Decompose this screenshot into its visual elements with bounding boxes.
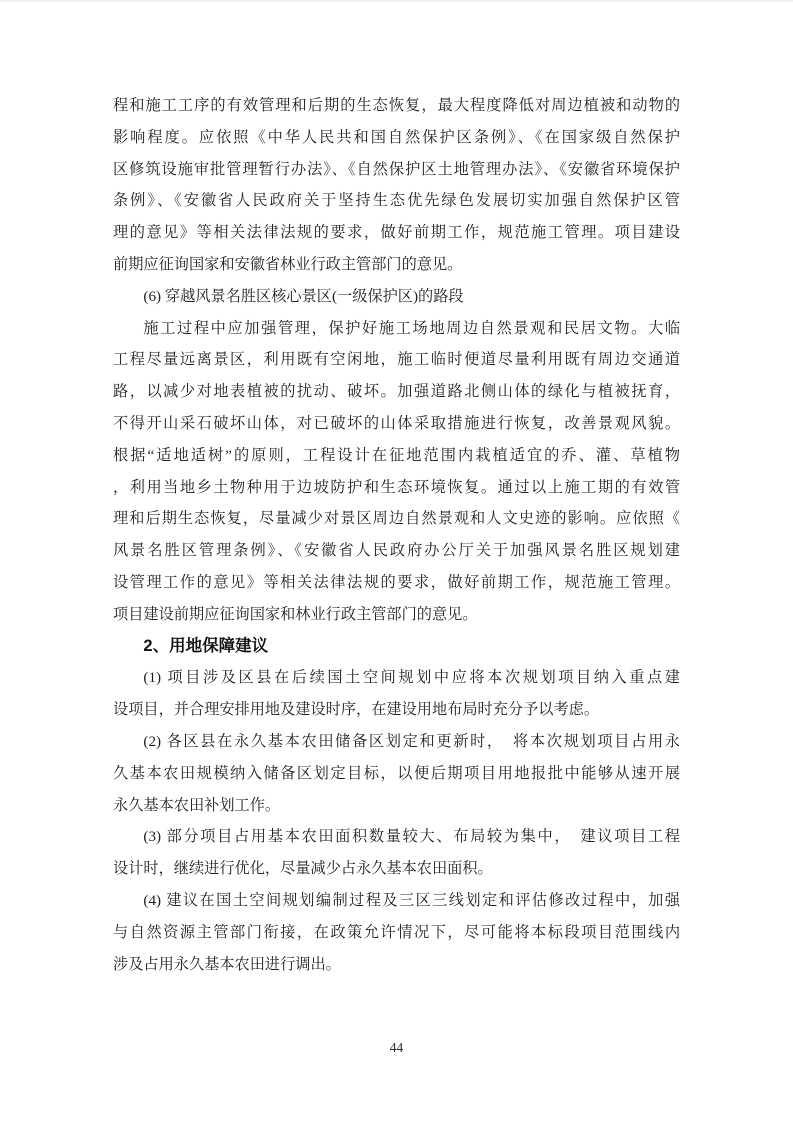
text-line: 永久基本农田补划工作。 (113, 796, 281, 814)
text-line: 施工过程中应加强管理，保护好施工场地周边自然景观和民居文物。大临 (143, 319, 680, 337)
text-line: 条例》、《安徽省人民政府关于坚持生态优先绿色发展切实加强自然保护区管 (113, 192, 680, 210)
section-heading-land-use (113, 631, 680, 663)
text-line: (2) 各区县在永久基本农田储备区划定和更新时， 将本次规划项目占用永 (143, 732, 680, 750)
paragraph-suggestion-3 (113, 821, 680, 885)
text-line: 不得开山采石破坏山体，对已破坏的山体采取措施进行恢复，改善景观风貌。 (113, 414, 680, 432)
text-line: 前期应征询国家和安徽省林业行政主管部门的意见。 (113, 255, 463, 273)
text-line: 区修筑设施审批管理暂行办法》、《自然保护区土地管理办法》、《安徽省环境保护 (113, 160, 680, 178)
text-line: 设项目，并合理安排用地及建设时序，在建设用地布局时充分予以考虑。 (113, 701, 599, 719)
paragraph-suggestion-4 (113, 885, 680, 980)
paragraph-suggestion-1 (113, 662, 680, 726)
paragraph-suggestion-2 (113, 726, 680, 821)
text-line: (4) 建议在国土空间规划编制过程及三区三线划定和评估修改过程中，加强 (143, 891, 680, 909)
section-heading-text: 2、用地保障建议 (143, 636, 269, 655)
document-content (113, 90, 680, 980)
paragraph-scenic-area-measures (113, 313, 680, 631)
text-line: 久基本农田规模纳入储备区划定目标，以便后期项目用地报批中能够从速开展 (113, 764, 680, 782)
text-line: 理和后期生态恢复，尽量减少对景区周边自然景观和人文史迹的影响。应依照《 (113, 510, 680, 528)
text-line: 风景名胜区管理条例》、《安徽省人民政府办公厅关于加强风景名胜区规划建 (113, 542, 680, 560)
text-line: 与自然资源主管部门衔接，在政策允许情况下，尽可能将本标段项目范围线内 (113, 923, 680, 941)
paragraph-nature-reserve-management (113, 90, 680, 281)
text-line: (3) 部分项目占用基本农田面积数量较大、布局较为集中， 建议项目工程 (143, 828, 680, 846)
text-line: 设管理工作的意见》等相关法律法规的要求，做好前期工作，规范施工管理。 (113, 573, 680, 591)
text-line: 影响程度。应依照《中华人民共和国自然保护区条例》、《在国家级自然保护 (113, 128, 680, 146)
paragraph-item-6-scenic-area (113, 281, 680, 313)
page-number: 44 (389, 1040, 404, 1055)
text-line: 理的意见》等相关法律法规的要求，做好前期工作，规范施工管理。项目建设 (113, 224, 680, 242)
text-line: 项目建设前期应征询国家和林业行政主管部门的意见。 (113, 605, 478, 623)
text-line: (1) 项目涉及区县在后续国土空间规划中应将本次规划项目纳入重点建 (143, 669, 680, 687)
text-line: 路，以减少对地表植被的扰动、破坏。加强道路北侧山体的绿化与植被抚育， (113, 383, 680, 401)
text-line: 工程尽量远离景区，利用既有空闲地，施工临时便道尽量利用既有周边交通道 (113, 351, 680, 369)
text-line: 根据“适地适树”的原则，工程设计在征地范围内栽植适宜的乔、灌、草植物 (113, 446, 680, 464)
text-line: 涉及占用永久基本农田进行调出。 (113, 955, 341, 973)
text-line: 程和施工工序的有效管理和后期的生态恢复，最大程度降低对周边植被和动物的 (113, 97, 680, 114)
text-line: ，利用当地乡土物种用于边坡防护和生态环境恢复。通过以上施工期的有效管 (113, 478, 680, 496)
text-line: 设计时，继续进行优化，尽量减少占永久基本农田面积。 (113, 860, 493, 878)
text-line: (6) 穿越风景名胜区核心景区(一级保护区)的路段 (143, 287, 464, 305)
